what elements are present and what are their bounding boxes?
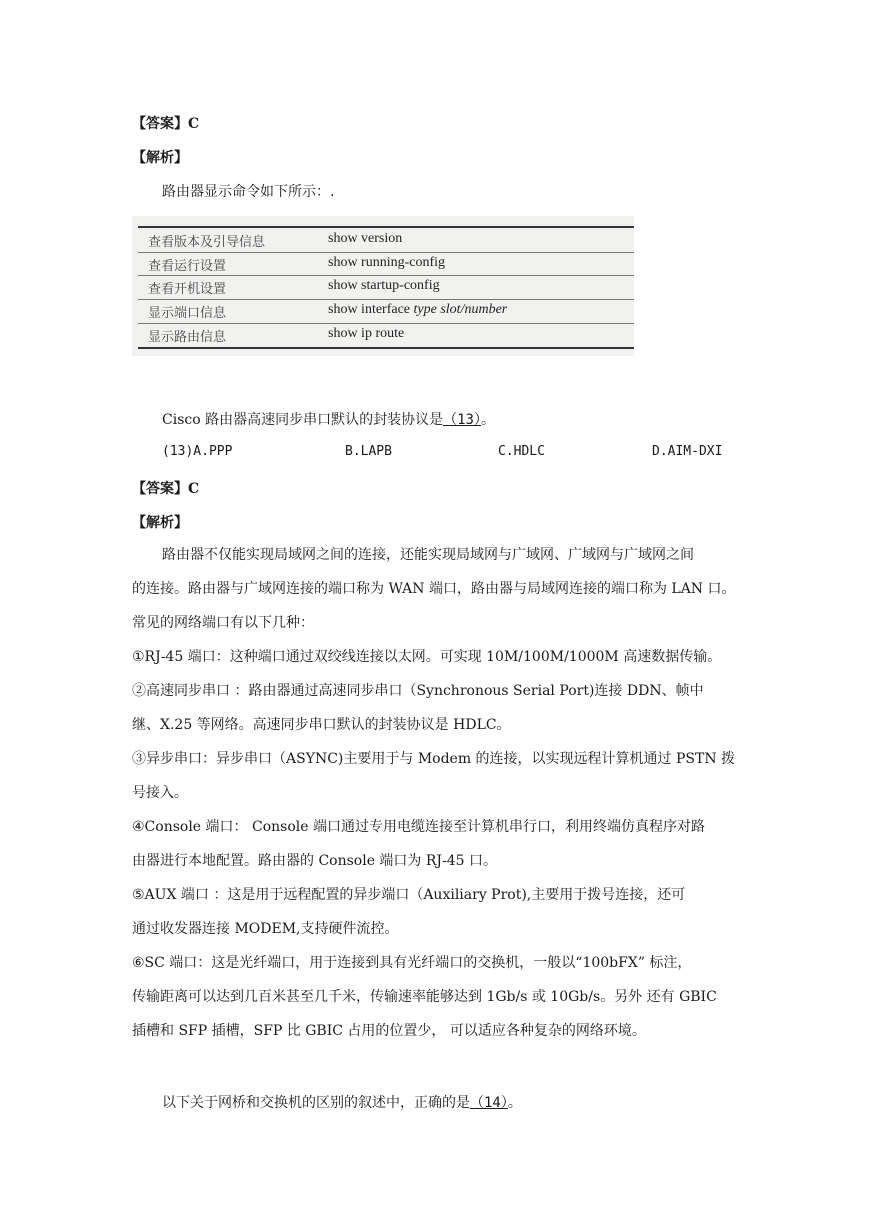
analysis-line: ②高速同步串口 ：路由器通过高速同步串口（Synchronous Serial Port)连接 DDN、帧中	[132, 683, 704, 699]
analysis-line: ③异步串口：异步串口（ASYNC)主要用于与 Modem 的连接，以实现远程计算机通过 PSTN 拨	[132, 751, 736, 767]
table-row	[132, 324, 634, 346]
analysis-line: 传输距离可以达到几百米甚至几千米，传输速率能够达到 1Gb/s 或 10Gb/s。另外 还有 GBIC	[132, 989, 717, 1005]
table-cell-command: show version	[328, 231, 403, 246]
analysis-line: ④Console 端口： Console 端口通过专用电缆连接至计算机串行口，利用终端仿真程序对路	[132, 819, 705, 835]
option-a: (13)A.PPP	[162, 444, 233, 459]
analysis-line: ⑤AUX 端口 ：这是用于远程配置的异步端口（Auxiliary Prot),主要用于拨号连接，还可	[132, 887, 686, 903]
table-cell-command: show running-config	[328, 255, 446, 270]
table-cell-description: 查看版本及引导信息	[148, 235, 266, 250]
table-cell-description: 显示路由信息	[148, 330, 227, 345]
question-13: Cisco 路由器高速同步串口默认的封装协议是（13）。	[162, 412, 495, 428]
analysis-line: 由器进行本地配置。路由器的 Console 端口为 RJ-45 口。	[132, 853, 498, 869]
analysis-line: ⑥SC 端口：这是光纤端口，用于连接到具有光纤端口的交换机，一般以“100bFX” 标注，	[132, 955, 692, 971]
table-cell-description: 显示端口信息	[148, 306, 227, 321]
answer-value: C	[188, 116, 200, 132]
question-text: 以下关于网桥和交换机的区别的叙述中，正确的是	[162, 1095, 470, 1111]
option-d: D.AIM-DXI	[652, 444, 723, 459]
table-cell-command: show interface type slot/number	[328, 302, 508, 317]
answer-label: 【答案】	[132, 116, 188, 132]
answer-label: 【答案】	[132, 481, 188, 497]
question-blank: （14）	[470, 1095, 508, 1111]
table-cell-command: show startup-config	[328, 278, 440, 293]
question-blank: （13）	[443, 412, 481, 428]
analysis-intro: 路由器显示命令如下所示：.	[162, 184, 335, 200]
option-c: C.HDLC	[498, 444, 545, 459]
table-cell-description: 查看运行设置	[148, 259, 227, 274]
table-row	[132, 300, 634, 322]
analysis-line: 常见的网络端口有以下几种：	[132, 615, 314, 631]
table-row	[132, 276, 634, 298]
analysis-line: 号接入。	[132, 785, 188, 801]
analysis-label: 【解析】	[132, 150, 188, 166]
question-14: 以下关于网桥和交换机的区别的叙述中，正确的是（14）。	[162, 1095, 522, 1111]
answer-line-12	[132, 113, 199, 133]
table-row	[132, 253, 634, 275]
question-text: Cisco 路由器高速同步串口默认的封装协议是	[162, 412, 444, 428]
analysis-line: 的连接。路由器与广域网连接的端口称为 WAN 端口，路由器与局域网连接的端口称为 LAN 口。	[132, 581, 736, 597]
option-b: B.LAPB	[345, 444, 392, 459]
analysis-line: 插槽和 SFP 插槽，SFP 比 GBIC 占用的位置少， 可以适应各种复杂的网络环境。	[132, 1023, 646, 1039]
table-cell-description: 查看开机设置	[148, 282, 227, 297]
table-row	[132, 229, 634, 251]
command-table	[132, 216, 634, 356]
answer-value: C	[188, 481, 200, 497]
analysis-line: ①RJ-45 端口：这种端口通过双绞线连接以太网。可实现 10M/100M/1000M 高速数据传输。	[132, 649, 722, 665]
analysis-line: 通过收发器连接 MODEM,支持硬件流控。	[132, 921, 399, 937]
answer-line-13	[132, 478, 199, 498]
table-cell-command: show ip route	[328, 326, 405, 341]
analysis-label: 【解析】	[132, 515, 188, 531]
analysis-line: 路由器不仅能实现局域网之间的连接，还能实现局域网与广域网、广域网与广域网之间	[162, 547, 694, 563]
analysis-line: 继、X.25 等网络。高速同步串口默认的封装协议是 HDLC。	[132, 717, 511, 733]
